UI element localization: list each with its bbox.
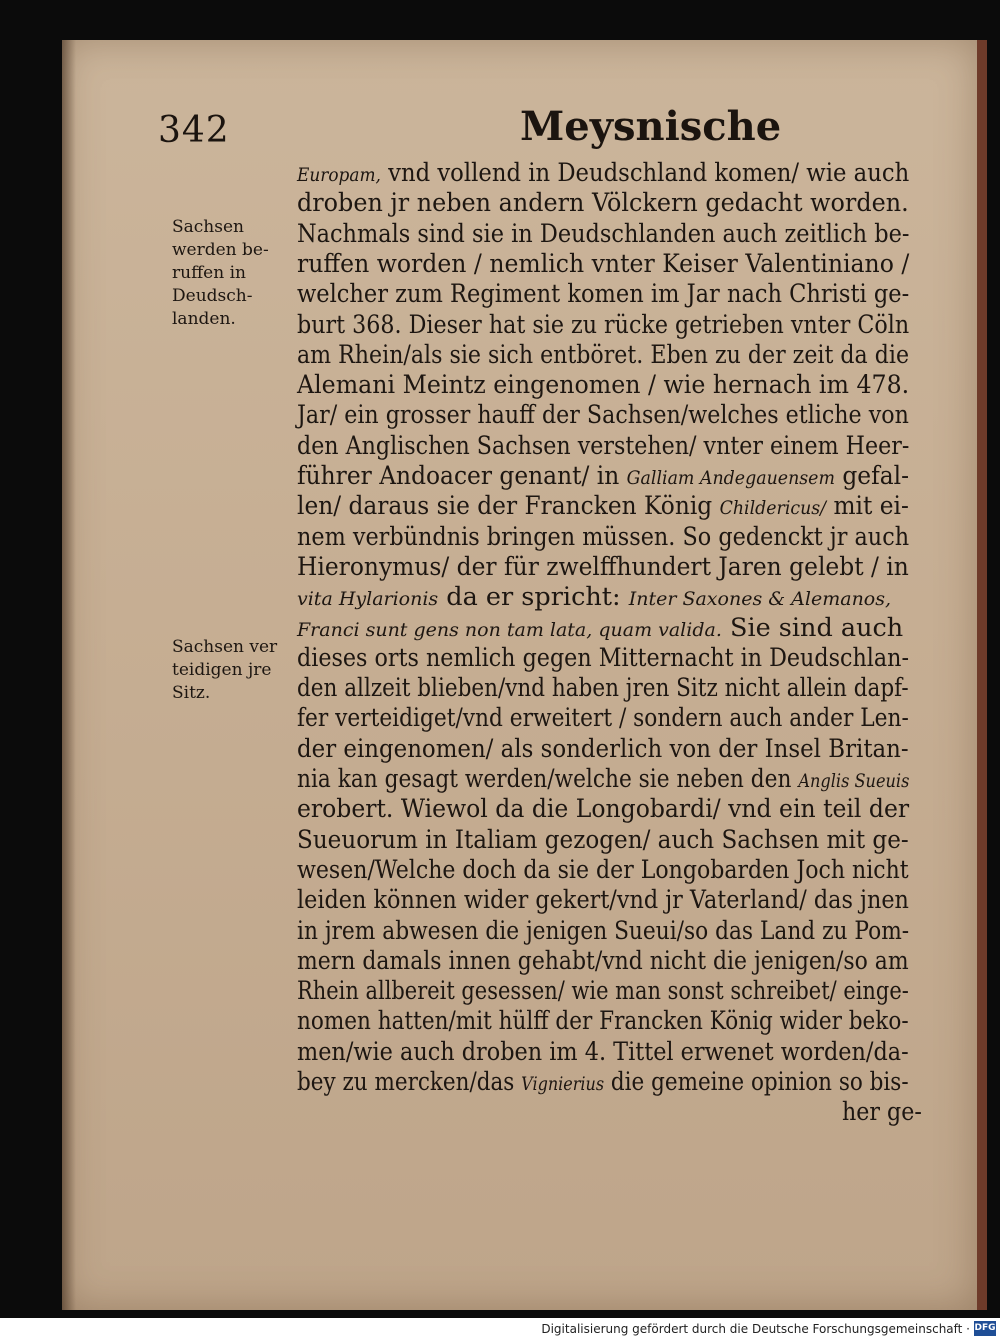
page-number: 342 bbox=[158, 110, 230, 151]
text-line bbox=[297, 703, 909, 733]
text-run: Nachmals sind sie in Deudschlanden auch zeitlich be- bbox=[297, 218, 910, 249]
margin-note-2: Sachsen ver teidigen jre Sitz. bbox=[172, 637, 278, 703]
latin-phrase: Childericus/ bbox=[719, 497, 827, 520]
text-run: der eingenomen/ als sonderlich von der Insel Britan- bbox=[297, 733, 909, 764]
text-line bbox=[297, 158, 909, 190]
latin-phrase: Anglis Sueuis bbox=[798, 770, 910, 792]
margin-note-1: Sachsen werden be- ruffen in Deudsch- landen. bbox=[172, 217, 269, 329]
text-run: erobert. Wiewol da die Longobardi/ vnd ein teil der bbox=[297, 794, 910, 825]
text-line bbox=[297, 400, 909, 430]
text-run: den allzeit blieben/vnd haben jren Sitz nicht allein dapf- bbox=[297, 673, 909, 704]
text-line bbox=[297, 1037, 909, 1067]
text-line bbox=[297, 734, 909, 764]
text-line bbox=[297, 461, 909, 493]
text-run: dieses orts nemlich gegen Mitternacht in Deudschlan- bbox=[297, 642, 909, 673]
text-line bbox=[297, 431, 909, 461]
text-line bbox=[297, 976, 909, 1006]
text-line bbox=[297, 916, 909, 946]
dfg-logo: DFG bbox=[974, 1321, 996, 1336]
text-line bbox=[297, 946, 909, 976]
text-run: Rhein allbereit gesessen/ wie man sonst schreibet/ einge- bbox=[297, 976, 909, 1007]
latin-phrase: vita Hylarionis bbox=[297, 588, 439, 611]
text-run: ruffen worden / nemlich vnter Keiser Valentiniano / bbox=[297, 248, 910, 279]
footer-bar bbox=[0, 1318, 1000, 1341]
text-line bbox=[297, 582, 891, 614]
text-line bbox=[842, 1097, 922, 1127]
text-run: am Rhein/als sie sich entböret. Eben zu der zeit da die bbox=[297, 339, 910, 370]
text-line bbox=[297, 1067, 909, 1099]
text-run: Hieronymus/ der für zwelffhundert Jaren gelebt / in bbox=[297, 551, 909, 582]
text-run: Alemani Meintz eingenomen / wie hernach im 478. bbox=[297, 370, 910, 401]
text-run: den Anglischen Sachsen verstehen/ vnter einem Heer- bbox=[297, 430, 910, 461]
text-run: droben jr neben andern Völckern gedacht worden. bbox=[297, 188, 909, 219]
text-line bbox=[297, 219, 909, 249]
text-line bbox=[297, 643, 909, 673]
text-run: welcher zum Regiment komen im Jar nach Christi ge- bbox=[297, 279, 910, 310]
text-line bbox=[297, 885, 909, 915]
text-line bbox=[297, 673, 909, 703]
text-run: nomen hatten/mit hülff der Francken König wider beko- bbox=[297, 1006, 909, 1037]
text-run: in jrem abwesen die jenigen Sueui/so das Land zu Pom- bbox=[297, 915, 910, 946]
text-run: führer Andoacer genant/ in bbox=[297, 461, 627, 491]
text-line bbox=[297, 613, 903, 645]
text-run: nia kan gesagt werden/welche sie neben den bbox=[297, 764, 799, 794]
text-run: nem verbündnis bringen müssen. So gedenckt jr auch bbox=[297, 521, 910, 552]
text-line bbox=[297, 310, 909, 340]
text-line bbox=[297, 340, 909, 370]
text-line bbox=[297, 855, 909, 885]
text-run: vnd vollend in Deudschland komen/ wie auch bbox=[380, 158, 910, 188]
text-line bbox=[297, 249, 909, 279]
text-line bbox=[297, 370, 909, 400]
latin-phrase: Galliam Andegauensem bbox=[626, 467, 835, 489]
text-line bbox=[297, 1006, 909, 1036]
text-line bbox=[297, 552, 909, 582]
text-run: mit ei- bbox=[826, 491, 909, 522]
text-line bbox=[297, 279, 909, 309]
text-run: men/wie auch droben im 4. Tittel erwenet worden/da- bbox=[297, 1036, 909, 1067]
text-run: da er spricht: bbox=[438, 582, 629, 613]
text-run: Jar/ ein grosser hauff der Sachsen/welches etliche von bbox=[297, 400, 909, 431]
text-line bbox=[297, 522, 909, 552]
latin-phrase: Europam, bbox=[297, 164, 381, 186]
text-run: her ge- bbox=[842, 1097, 922, 1128]
text-run: bey zu mercken/das bbox=[297, 1067, 522, 1097]
text-run: fer verteidiget/vnd erweitert / sondern auch ander Len- bbox=[297, 703, 909, 734]
text-run: die gemeine opinion so bis- bbox=[604, 1067, 909, 1097]
latin-phrase: Inter Saxones & Alemanos, bbox=[628, 588, 892, 611]
text-run: leiden können wider gekert/vnd jr Vaterland/ das jnen bbox=[297, 885, 909, 916]
latin-phrase: Franci sunt gens non tam lata, quam valida. bbox=[297, 618, 722, 641]
page-gutter-shadow bbox=[62, 40, 76, 1310]
text-run: Sie sind auch bbox=[721, 612, 904, 643]
text-run: mern damals innen gehabt/vnd nicht die jenigen/so am bbox=[297, 945, 909, 976]
text-run: len/ daraus sie der Francken König bbox=[297, 491, 720, 522]
text-line bbox=[297, 491, 909, 523]
text-line bbox=[297, 794, 909, 824]
text-run: gefal- bbox=[834, 461, 909, 491]
text-run: burt 368. Dieser hat sie zu rücke getrieben vnter Cöln bbox=[297, 309, 910, 340]
footer-credit: Digitalisierung gefördert durch die Deutsche Forschungsgemeinschaft · bbox=[541, 1322, 970, 1336]
text-line bbox=[297, 188, 909, 218]
running-header: Meysnische bbox=[520, 103, 782, 150]
text-run: Sueuorum in Italiam gezogen/ auch Sachsen mit ge- bbox=[297, 824, 909, 855]
latin-phrase: Vignierius bbox=[521, 1073, 605, 1095]
text-run: wesen/Welche doch da sie der Longobarden Joch nicht bbox=[297, 854, 909, 885]
text-line bbox=[297, 825, 909, 855]
text-line bbox=[297, 764, 909, 796]
